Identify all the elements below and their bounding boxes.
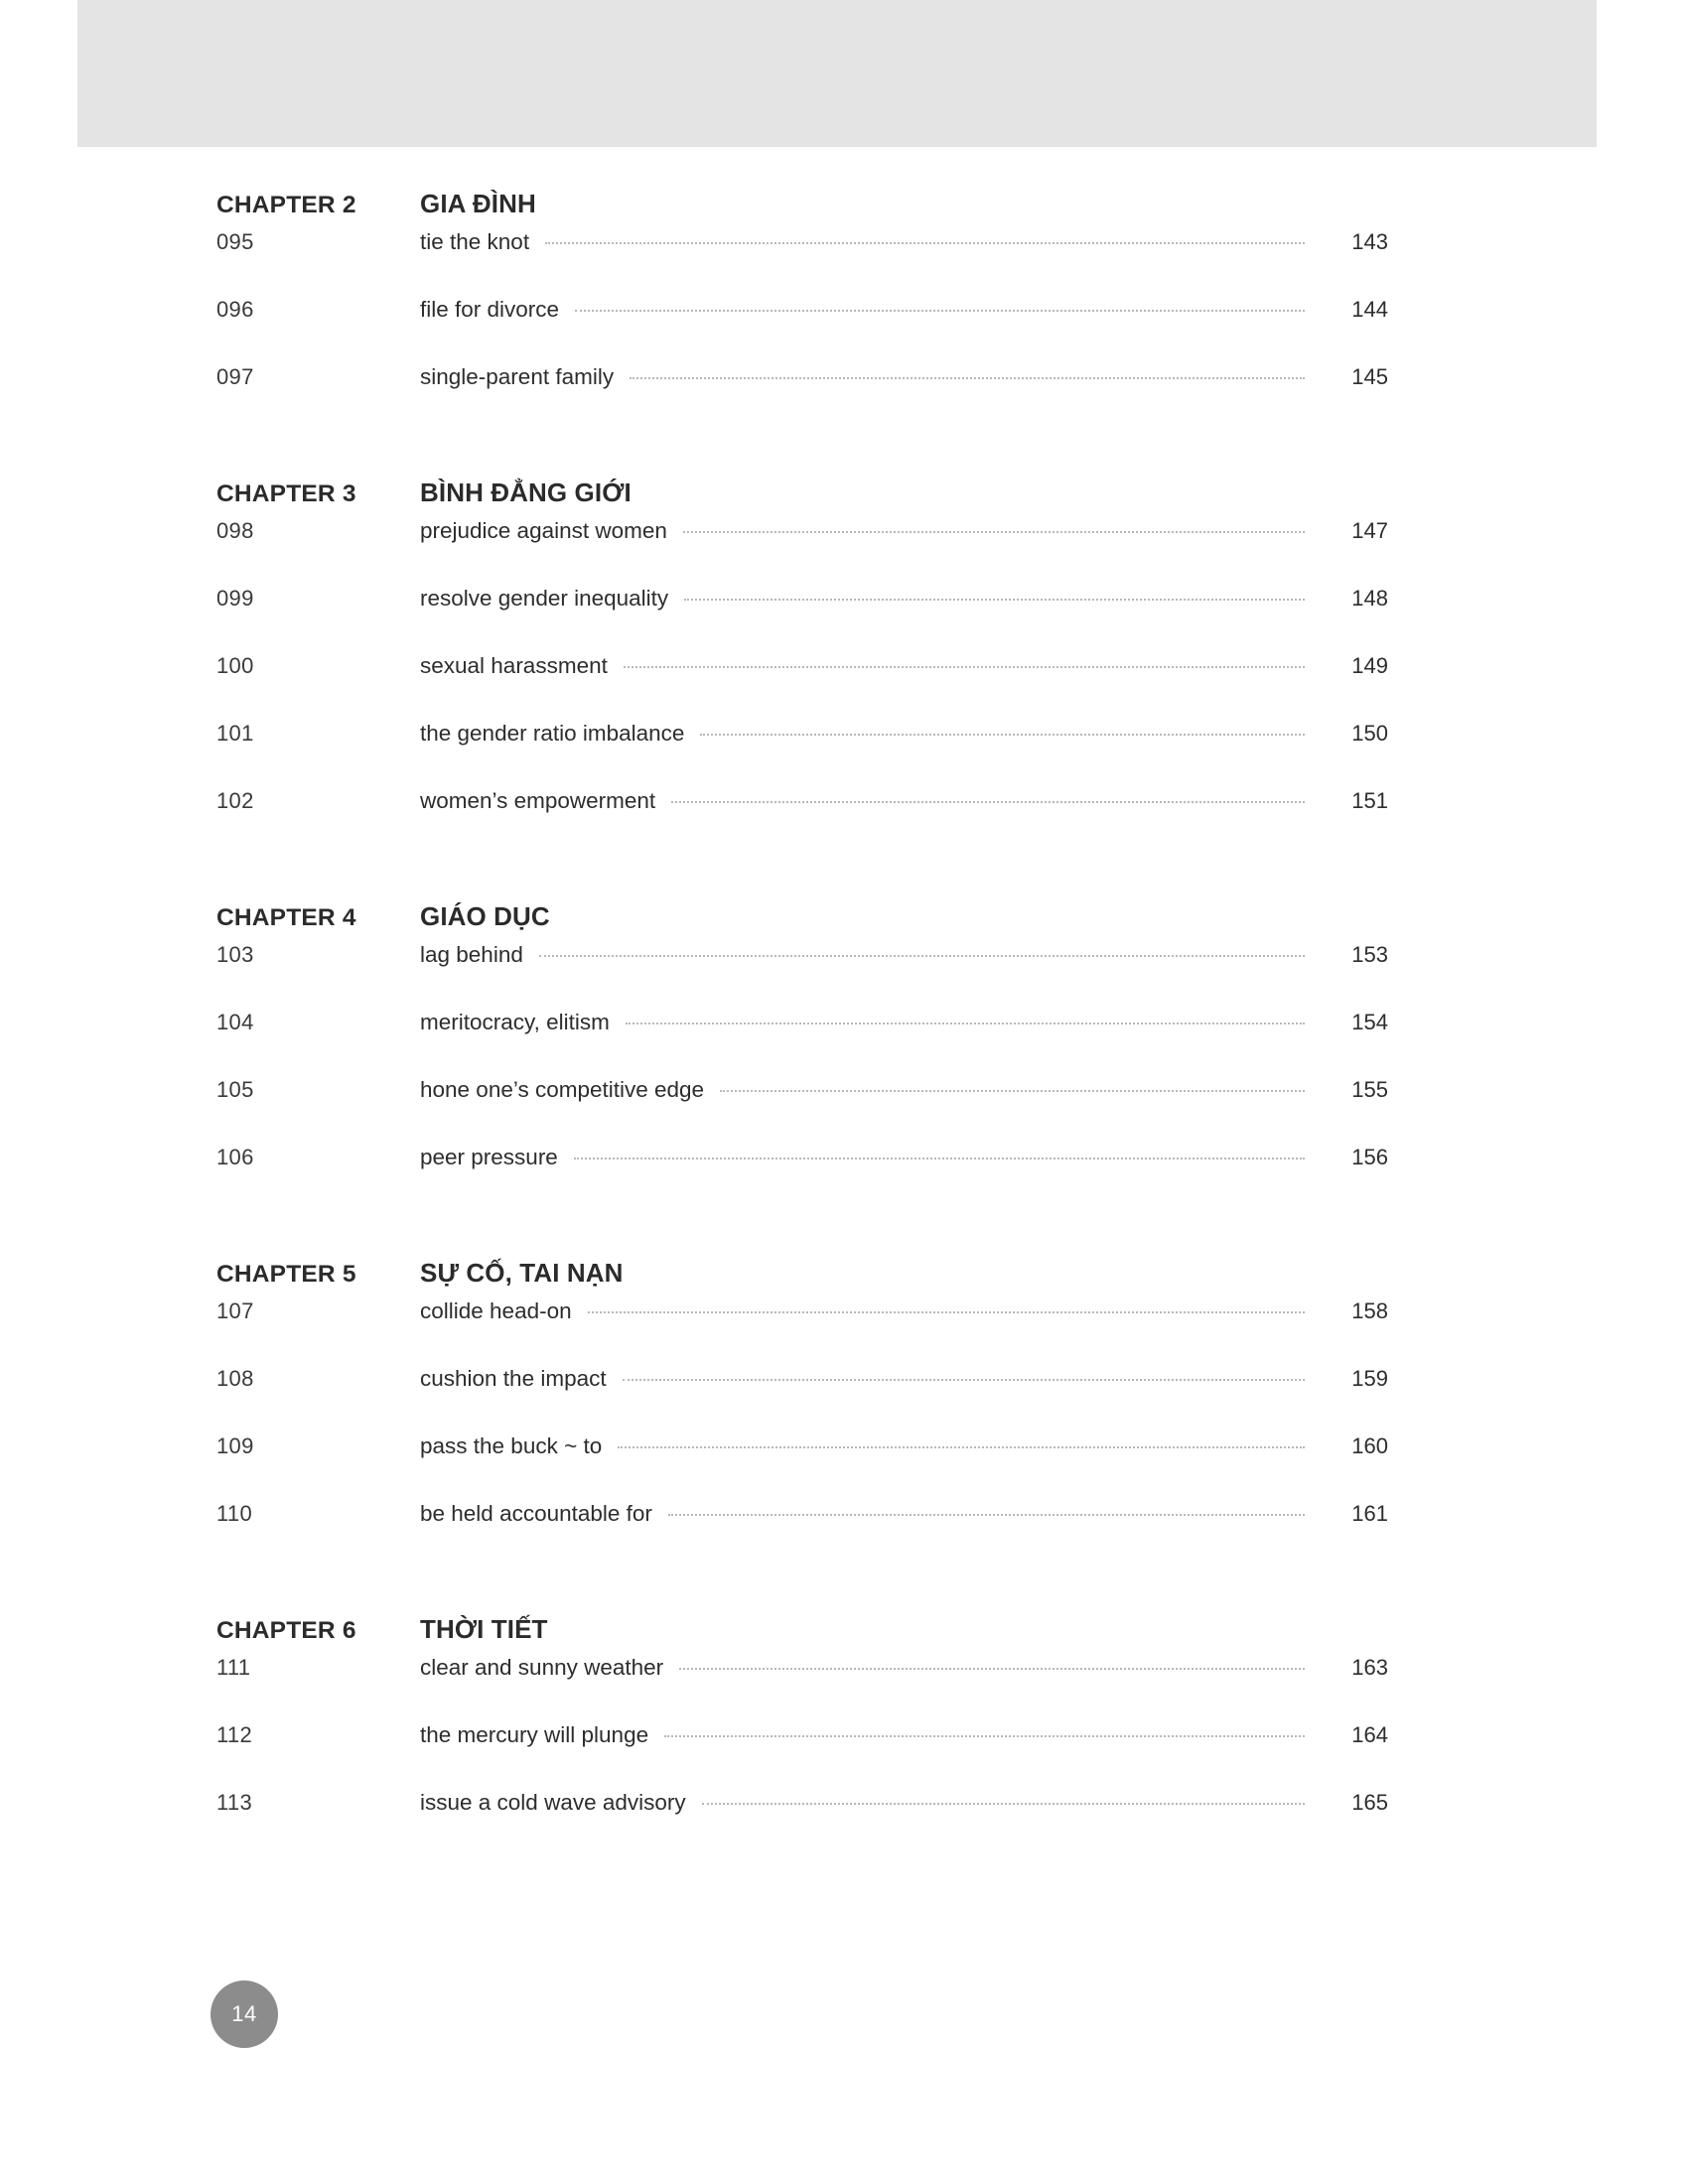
toc-entry-title[interactable]: pass the buck ~ to (420, 1433, 603, 1458)
chapter-title: BÌNH ĐẲNG GIỚI (420, 478, 632, 507)
leader-dots (624, 665, 1305, 668)
toc-entry-page[interactable]: 149 (1351, 653, 1388, 678)
leader-dots (623, 1378, 1305, 1381)
toc-entry-page[interactable]: 155 (1351, 1077, 1388, 1102)
toc-entry-title[interactable]: meritocracy, elitism (420, 1010, 610, 1034)
toc-entry-row[interactable] (216, 1433, 1388, 1501)
toc-entry-row[interactable] (216, 1722, 1388, 1790)
toc-entry-number: 101 (216, 721, 254, 746)
toc-entry-title[interactable]: lag behind (420, 942, 523, 967)
chapter-heading-row (216, 1258, 1388, 1289)
toc-entry-row[interactable] (216, 518, 1388, 586)
toc-inner (216, 189, 1388, 1857)
toc-entry-title[interactable]: issue a cold wave advisory (420, 1790, 686, 1815)
toc-entry-number: 111 (216, 1655, 251, 1680)
toc-entry-number: 100 (216, 653, 254, 678)
toc-entry-row[interactable] (216, 1010, 1388, 1077)
toc-entry-middle (420, 1366, 1388, 1392)
toc-entry-row[interactable] (216, 788, 1388, 856)
header-band (77, 0, 1597, 147)
chapter-title: SỰ CỐ, TAI NẠN (420, 1258, 624, 1288)
toc-entry-number: 104 (216, 1010, 254, 1034)
toc-entry-number: 098 (216, 518, 254, 543)
toc-entry-number: 110 (216, 1501, 252, 1526)
toc-entry-row[interactable] (216, 1655, 1388, 1722)
toc-entry-middle (420, 1790, 1388, 1816)
toc-entry-row[interactable] (216, 297, 1388, 364)
leader-dots (720, 1089, 1305, 1092)
table-of-contents (0, 147, 1688, 1857)
toc-entry-row[interactable] (216, 364, 1388, 432)
toc-entry-middle (420, 653, 1388, 679)
toc-entry-title[interactable]: sexual harassment (420, 653, 608, 678)
toc-entry-number: 096 (216, 297, 254, 322)
leader-dots (626, 1022, 1305, 1024)
leader-dots (700, 733, 1305, 736)
toc-entry-middle (420, 518, 1388, 544)
toc-entry-middle (420, 1655, 1388, 1681)
toc-entry-title[interactable]: hone one’s competitive edge (420, 1077, 705, 1102)
toc-entry-page[interactable]: 144 (1351, 297, 1388, 322)
toc-entry-row[interactable] (216, 586, 1388, 653)
toc-entry-page[interactable]: 165 (1351, 1790, 1388, 1815)
toc-entry-row[interactable] (216, 942, 1388, 1010)
toc-entry-title[interactable]: the mercury will plunge (420, 1722, 649, 1747)
toc-entry-middle (420, 1501, 1388, 1527)
toc-entry-middle (420, 942, 1388, 968)
toc-entry-number: 106 (216, 1145, 254, 1169)
leader-dots (539, 954, 1305, 957)
toc-entry-page[interactable]: 145 (1351, 364, 1388, 389)
toc-entry-title[interactable]: cushion the impact (420, 1366, 607, 1391)
toc-entry-middle (420, 1145, 1388, 1170)
leader-dots (575, 309, 1305, 312)
leader-dots (618, 1445, 1305, 1448)
toc-entry-row[interactable] (216, 653, 1388, 721)
toc-entry-middle (420, 586, 1388, 612)
toc-entry-middle (420, 1433, 1388, 1459)
toc-entry-page[interactable]: 158 (1351, 1298, 1388, 1323)
toc-entry-number: 103 (216, 942, 254, 967)
leader-dots (684, 598, 1305, 601)
chapter-title: GIÁO DỤC (420, 901, 550, 931)
chapter-title: THỜI TIẾT (420, 1614, 548, 1644)
toc-entry-number: 097 (216, 364, 254, 389)
toc-entry-row[interactable] (216, 1145, 1388, 1212)
toc-entry-row[interactable] (216, 1790, 1388, 1857)
toc-entry-title[interactable]: prejudice against women (420, 518, 667, 543)
toc-entry-row[interactable] (216, 1077, 1388, 1145)
toc-entry-number: 099 (216, 586, 254, 611)
toc-entry-title[interactable]: resolve gender inequality (420, 586, 669, 611)
leader-dots (574, 1157, 1305, 1160)
toc-entry-page[interactable]: 156 (1351, 1145, 1388, 1169)
toc-entry-number: 102 (216, 788, 254, 813)
toc-entry-title[interactable]: clear and sunny weather (420, 1655, 664, 1680)
chapter-heading-row (216, 901, 1388, 932)
leader-dots (683, 530, 1305, 533)
leader-dots (588, 1310, 1305, 1313)
toc-entry-row[interactable] (216, 229, 1388, 297)
toc-entry-number: 109 (216, 1433, 254, 1458)
chapter-heading-row (216, 478, 1388, 508)
toc-entry-title[interactable]: collide head-on (420, 1298, 572, 1323)
toc-entry-title[interactable]: peer pressure (420, 1145, 558, 1169)
toc-entry-row[interactable] (216, 1501, 1388, 1569)
toc-entry-page[interactable]: 151 (1351, 788, 1388, 813)
toc-entry-middle (420, 364, 1388, 390)
toc-entry-page[interactable]: 163 (1351, 1655, 1388, 1680)
leader-dots (545, 241, 1305, 244)
toc-entry-middle (420, 1077, 1388, 1103)
toc-entry-page[interactable]: 143 (1351, 229, 1388, 254)
leader-dots (630, 376, 1305, 379)
toc-entry-title[interactable]: the gender ratio imbalance (420, 721, 685, 746)
toc-entry-middle (420, 297, 1388, 323)
chapter-label: CHAPTER 5 (216, 1261, 356, 1288)
toc-entry-title[interactable]: women’s empowerment (420, 788, 656, 813)
chapter-heading-row (216, 189, 1388, 219)
toc-entry-middle (420, 788, 1388, 814)
toc-entry-number: 105 (216, 1077, 254, 1102)
toc-entry-title[interactable]: tie the knot (420, 229, 530, 254)
toc-entry-number: 113 (216, 1790, 252, 1815)
toc-entry-number: 095 (216, 229, 254, 254)
leader-dots (664, 1734, 1305, 1737)
toc-entry-title[interactable]: file for divorce (420, 297, 560, 322)
leader-dots (671, 800, 1305, 803)
page-number-badge (211, 1980, 278, 2048)
toc-entry-page[interactable]: 148 (1351, 586, 1388, 611)
toc-entry-middle (420, 721, 1388, 747)
chapter-label: CHAPTER 3 (216, 480, 356, 507)
chapter-heading-row (216, 1614, 1388, 1645)
toc-entry-middle (420, 1298, 1388, 1324)
toc-entry-middle (420, 229, 1388, 255)
toc-entry-middle (420, 1722, 1388, 1748)
toc-entry-title[interactable]: single-parent family (420, 364, 615, 389)
chapter-label: CHAPTER 6 (216, 1617, 356, 1644)
toc-entry-page[interactable]: 164 (1351, 1722, 1388, 1747)
toc-entry-row[interactable] (216, 1366, 1388, 1433)
chapter-title: GIA ĐÌNH (420, 189, 536, 218)
toc-entry-middle (420, 1010, 1388, 1035)
toc-entry-page[interactable]: 150 (1351, 721, 1388, 746)
toc-entry-page[interactable]: 154 (1351, 1010, 1388, 1034)
toc-entry-row[interactable] (216, 721, 1388, 788)
leader-dots (668, 1513, 1305, 1516)
leader-dots (702, 1802, 1305, 1805)
toc-entry-page[interactable]: 153 (1351, 942, 1388, 967)
page-number-label: 14 (231, 2001, 257, 2026)
toc-entry-page[interactable]: 147 (1351, 518, 1388, 543)
toc-entry-number: 108 (216, 1366, 254, 1391)
toc-entry-page[interactable]: 161 (1351, 1501, 1388, 1526)
toc-entry-page[interactable]: 160 (1351, 1433, 1388, 1458)
toc-entry-row[interactable] (216, 1298, 1388, 1366)
chapter-label: CHAPTER 4 (216, 904, 356, 931)
chapter-label: CHAPTER 2 (216, 192, 356, 218)
toc-entry-page[interactable]: 159 (1351, 1366, 1388, 1391)
toc-entry-number: 112 (216, 1722, 252, 1747)
toc-entry-title[interactable]: be held accountable for (420, 1501, 652, 1526)
toc-entry-number: 107 (216, 1298, 254, 1323)
leader-dots (679, 1667, 1305, 1670)
